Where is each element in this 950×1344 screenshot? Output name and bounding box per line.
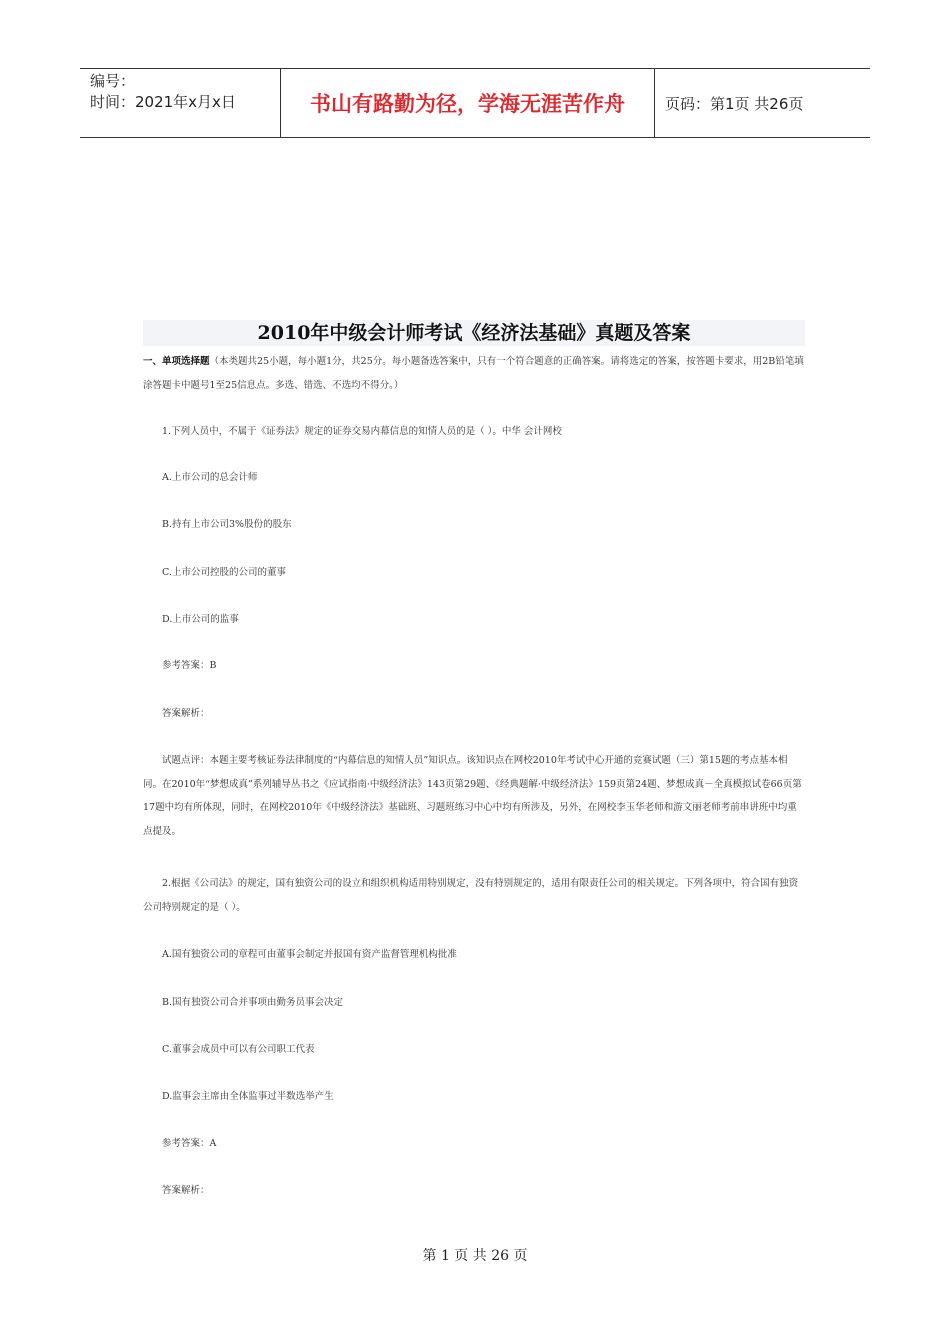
section-label: 一、单项选择题	[143, 356, 210, 367]
question-2-option-b: B.国有独资公司合并事项由勤务员事会决定	[162, 997, 344, 1008]
question-1-option-d: D.上市公司的监事	[162, 614, 239, 625]
question-2-option-d: D.监事会主席由全体监事过半数选举产生	[162, 1091, 334, 1102]
question-1-answer: 参考答案：B	[162, 660, 217, 671]
question-1-comment: 试题点评：本题主要考核证券法律制度的“内幕信息的知情人员”知识点。该知识点在网校2010年考试中心开通的竞赛试题（三）第15题的考点基本相同。在2010年“梦想成真”系列辅导丛书之《应试指南·中级经济法》143页第29题、《经典题解·中级经济法》159页第24题、梦想成真－全真模拟试卷66页第17题中均有所体现，同时，在网校2010年《中级经济法》基础班、习题班练习中心中均有所涉及，另外，在网校李玉华老师和游文丽老师考前串讲班中均重点提及。	[143, 755, 802, 837]
document-title: 2010年中级会计师考试《经济法基础》真题及答案	[257, 322, 691, 344]
header-meta-cell	[80, 69, 281, 137]
question-1-stem: 1.下列人员中，不属于《证券法》规定的证券交易内幕信息的知情人员的是（ ）。中华 会计网校	[162, 426, 562, 437]
page-footer: 第 1 页 共 26 页	[422, 1248, 528, 1264]
question-2-option-c: C.董事会成员中可以有公司职工代表	[162, 1044, 315, 1055]
header-motto: 书山有路勤为径，学海无涯苦作舟	[281, 69, 655, 137]
question-2-answer: 参考答案：A	[162, 1138, 217, 1149]
question-2-option-a: A.国有独资公司的章程可由董事会制定并报国有资产监督管理机构批准	[162, 949, 457, 960]
header-table	[80, 68, 870, 138]
section-instructions: （本类题共25小题，每小题1分，共25分。每小题备选答案中，只有一个符合题意的正确答案。请将选定的答案，按答题卡要求，用2B铅笔填涂答题卡中题号1至25信息点。多选、错选、不选均不得分。）	[143, 356, 804, 391]
question-1-option-c: C.上市公司控股的公司的董事	[162, 567, 286, 578]
question-1-analysis-label: 答案解析：	[162, 708, 210, 719]
section-intro	[143, 350, 805, 397]
header-page-info: 页码：第1页 共26页	[665, 94, 804, 113]
document-number-label: 编号：	[90, 72, 136, 90]
question-1-option-b: B.持有上市公司3%股份的股东	[162, 519, 292, 530]
document-time-label: 时间：2021年x月x日	[90, 93, 236, 111]
question-2-stem: 2.根据《公司法》的规定，国有独资公司的设立和组织机构适用特别规定，没有特别规定的，适用有限责任公司的相关规定。下列各项中，符合国有独资公司特别规定的是（ ）。	[143, 878, 799, 913]
question-2-analysis-label: 答案解析：	[162, 1185, 210, 1196]
question-1-option-a: A.上市公司的总会计师	[162, 472, 258, 483]
